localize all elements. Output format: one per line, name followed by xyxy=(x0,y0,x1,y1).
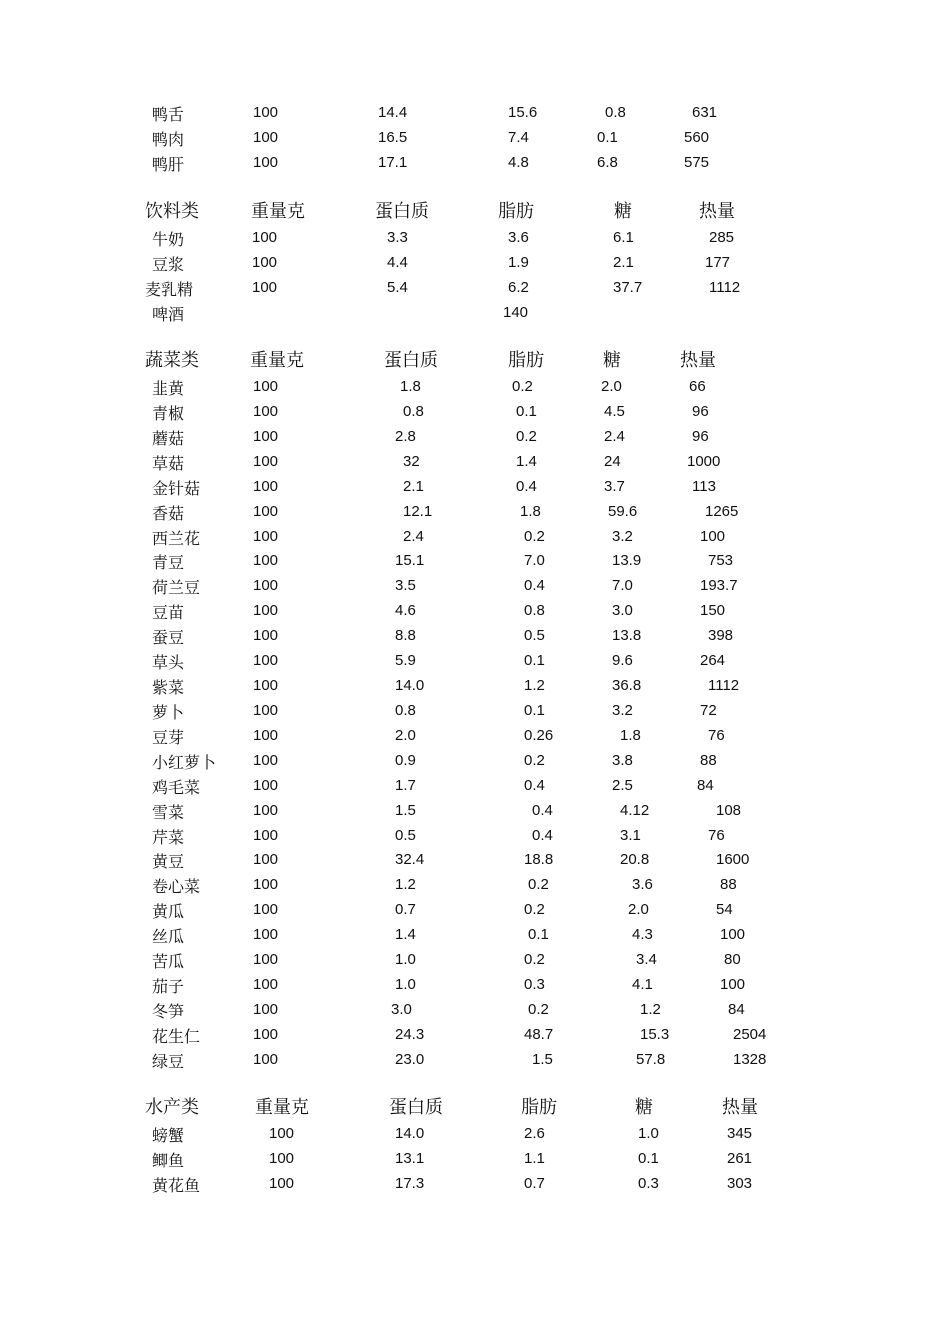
calories-cell: 560 xyxy=(684,128,710,146)
protein-cell: 17.3 xyxy=(395,1174,425,1192)
sugar-cell: 59.6 xyxy=(608,502,638,520)
weight-cell: 100 xyxy=(253,1050,279,1068)
sugar-cell: 1.0 xyxy=(638,1125,659,1142)
calories-cell: 72 xyxy=(700,701,717,719)
name-cell: 青椒 xyxy=(152,403,185,423)
category-label: 水产类 xyxy=(145,1097,199,1118)
weight-cell: 100 xyxy=(253,726,279,744)
name-cell: 青豆 xyxy=(152,553,185,573)
protein-cell: 2.0 xyxy=(395,726,416,744)
fat-cell: 2.6 xyxy=(524,1125,545,1142)
weight-cell: 100 xyxy=(253,128,279,146)
section-header xyxy=(0,346,950,376)
fat-cell: 0.4 xyxy=(532,801,553,819)
table-row xyxy=(0,1148,950,1173)
fat-cell: 3.6 xyxy=(508,229,529,246)
protein-cell: 1.2 xyxy=(395,876,416,894)
table-row xyxy=(0,127,950,152)
protein-cell: 2.8 xyxy=(395,427,416,445)
table-row xyxy=(0,825,950,850)
section-header xyxy=(0,1093,950,1123)
protein-cell: 16.5 xyxy=(378,128,408,146)
protein-cell: 0.9 xyxy=(395,751,416,769)
fat-header: 脂肪 xyxy=(498,201,534,222)
weight-cell: 100 xyxy=(253,602,279,620)
fat-cell: 0.4 xyxy=(532,826,553,844)
name-cell: 韭黄 xyxy=(152,379,185,398)
calories-cell: 80 xyxy=(724,951,741,969)
weight-cell: 100 xyxy=(253,552,279,570)
weight-cell: 100 xyxy=(252,278,278,296)
fat-cell: 0.2 xyxy=(528,1001,549,1018)
protein-cell: 14.0 xyxy=(395,677,425,695)
calories-cell: 1328 xyxy=(733,1050,767,1068)
table-row xyxy=(0,650,950,675)
protein-cell: 23.0 xyxy=(395,1050,425,1068)
table-row xyxy=(0,974,950,999)
fat-cell: 0.1 xyxy=(524,652,545,670)
sugar-cell: 15.3 xyxy=(640,1025,670,1043)
weight-cell: 100 xyxy=(253,378,279,395)
fat-cell: 1.1 xyxy=(524,1149,545,1167)
fat-cell: 0.4 xyxy=(524,577,545,595)
fat-cell: 0.2 xyxy=(512,378,533,395)
weight-cell: 100 xyxy=(253,701,279,719)
calories-cell: 1600 xyxy=(716,851,750,869)
name-cell: 卷心菜 xyxy=(152,877,201,897)
weight-cell: 100 xyxy=(252,229,278,246)
protein-cell: 5.9 xyxy=(395,652,416,670)
protein-cell: 24.3 xyxy=(395,1025,425,1043)
calories-cell: 84 xyxy=(728,1001,745,1018)
table-row xyxy=(0,775,950,800)
protein-cell: 0.5 xyxy=(395,826,416,844)
weight-cell: 100 xyxy=(269,1125,295,1142)
name-cell: 草头 xyxy=(152,653,185,673)
protein-cell: 1.0 xyxy=(395,951,416,969)
weight-cell: 100 xyxy=(253,104,279,121)
table-row xyxy=(0,526,950,551)
table-row xyxy=(0,849,950,874)
name-cell: 荷兰豆 xyxy=(152,578,201,598)
protein-cell: 0.8 xyxy=(403,402,424,420)
weight-cell: 100 xyxy=(253,751,279,769)
section-header xyxy=(0,197,950,227)
table-row xyxy=(0,600,950,625)
protein-cell: 2.4 xyxy=(403,527,424,545)
calories-cell: 193.7 xyxy=(700,577,738,595)
fat-cell: 0.4 xyxy=(524,776,545,794)
calories-cell: 285 xyxy=(709,229,735,246)
weight-cell: 100 xyxy=(253,901,279,919)
weight-cell: 100 xyxy=(253,577,279,595)
calories-cell: 261 xyxy=(727,1149,753,1167)
calories-cell: 303 xyxy=(727,1174,753,1192)
fat-cell: 0.7 xyxy=(524,1174,545,1192)
name-cell: 黄豆 xyxy=(152,852,185,872)
table-row xyxy=(0,949,950,974)
calories-cell: 631 xyxy=(692,104,718,121)
fat-cell: 1.5 xyxy=(532,1050,553,1068)
protein-cell: 0.8 xyxy=(395,701,416,719)
name-cell: 芹菜 xyxy=(152,827,185,847)
sugar-cell: 4.3 xyxy=(632,926,653,944)
fat-cell: 0.2 xyxy=(524,527,545,545)
calories-cell: 108 xyxy=(716,801,742,819)
table-row xyxy=(0,451,950,476)
sugar-cell: 0.1 xyxy=(638,1149,659,1167)
table-row xyxy=(0,376,950,401)
calories-cell: 264 xyxy=(700,652,726,670)
weight-cell: 100 xyxy=(269,1174,295,1192)
sugar-cell: 4.5 xyxy=(604,402,625,420)
calories-cell: 177 xyxy=(705,253,731,271)
sugar-cell: 36.8 xyxy=(612,677,642,695)
calories-cell: 398 xyxy=(708,627,734,645)
table-row xyxy=(0,227,950,252)
sugar-header: 糖 xyxy=(603,350,621,371)
table-row xyxy=(0,899,950,924)
calories-cell: 1265 xyxy=(705,502,739,520)
fat-cell: 0.4 xyxy=(516,477,537,495)
weight-cell: 100 xyxy=(253,452,279,470)
weight-cell: 100 xyxy=(253,153,279,171)
sugar-cell: 0.1 xyxy=(597,128,618,146)
table-row xyxy=(0,501,950,526)
protein-cell: 1.0 xyxy=(395,976,416,994)
weight-cell: 100 xyxy=(253,677,279,695)
weight-cell: 100 xyxy=(253,402,279,420)
protein-cell: 15.1 xyxy=(395,552,425,570)
fat-cell: 7.4 xyxy=(508,128,529,146)
name-cell: 草菇 xyxy=(152,453,185,473)
name-cell: 蚕豆 xyxy=(152,628,185,648)
weight-cell: 100 xyxy=(253,1001,279,1018)
weight-cell: 100 xyxy=(253,976,279,994)
table-row xyxy=(0,476,950,501)
table-row xyxy=(0,401,950,426)
protein-cell: 4.6 xyxy=(395,602,416,620)
fat-cell: 0.3 xyxy=(524,976,545,994)
table-row xyxy=(0,252,950,277)
table-row xyxy=(0,675,950,700)
name-cell: 苦瓜 xyxy=(152,952,185,972)
sugar-cell: 7.0 xyxy=(612,577,633,595)
calories-cell: 575 xyxy=(684,153,710,171)
sugar-cell: 0.8 xyxy=(605,104,626,121)
sugar-cell: 2.0 xyxy=(601,378,622,395)
fat-cell: 18.8 xyxy=(524,851,554,869)
fat-header: 脂肪 xyxy=(508,350,544,371)
fat-cell: 0.5 xyxy=(524,627,545,645)
name-cell: 螃蟹 xyxy=(152,1126,185,1145)
sugar-cell: 2.0 xyxy=(628,901,649,919)
weight-header: 重量克 xyxy=(251,201,305,222)
sugar-cell: 3.0 xyxy=(612,602,633,620)
name-cell: 豆苗 xyxy=(152,603,185,623)
weight-cell: 100 xyxy=(253,477,279,495)
sugar-cell: 4.1 xyxy=(632,976,653,994)
name-cell: 鸭肉 xyxy=(152,129,185,149)
weight-cell: 100 xyxy=(253,652,279,670)
fat-cell: 0.1 xyxy=(528,926,549,944)
calories-cell: 66 xyxy=(689,378,706,395)
protein-cell: 32.4 xyxy=(395,851,425,869)
weight-cell: 100 xyxy=(253,527,279,545)
name-cell: 丝瓜 xyxy=(152,927,185,947)
sugar-cell: 13.8 xyxy=(612,627,642,645)
category-label: 饮料类 xyxy=(145,201,199,222)
weight-header: 重量克 xyxy=(255,1097,309,1118)
table-row xyxy=(0,1123,950,1148)
name-cell: 鸡毛菜 xyxy=(152,777,201,797)
name-cell: 茄子 xyxy=(152,977,185,997)
weight-cell: 100 xyxy=(252,253,278,271)
protein-cell: 3.3 xyxy=(387,229,408,246)
name-cell: 豆浆 xyxy=(152,254,185,274)
table-row xyxy=(0,999,950,1024)
weight-cell: 100 xyxy=(253,801,279,819)
protein-cell: 8.8 xyxy=(395,627,416,645)
name-cell: 雪菜 xyxy=(152,802,185,822)
name-cell: 冬笋 xyxy=(152,1002,185,1021)
protein-cell: 3.0 xyxy=(391,1001,412,1018)
sugar-cell: 2.1 xyxy=(613,253,634,271)
sugar-cell: 3.4 xyxy=(636,951,657,969)
sugar-cell: 2.4 xyxy=(604,427,625,445)
fat-cell: 0.1 xyxy=(524,701,545,719)
table-row xyxy=(0,277,950,302)
fat-cell: 0.2 xyxy=(524,951,545,969)
table-row xyxy=(0,625,950,650)
protein-cell: 32 xyxy=(403,452,420,470)
name-cell: 鸭舌 xyxy=(152,105,185,124)
table-row xyxy=(0,874,950,899)
table-row xyxy=(0,924,950,949)
name-cell: 金针菇 xyxy=(152,478,201,498)
table-row xyxy=(0,575,950,600)
table-row xyxy=(0,1173,950,1198)
weight-cell: 100 xyxy=(253,627,279,645)
fat-cell: 0.2 xyxy=(516,427,537,445)
protein-cell: 14.0 xyxy=(395,1125,425,1142)
weight-cell: 100 xyxy=(253,776,279,794)
name-cell: 鲫鱼 xyxy=(152,1150,185,1170)
name-cell: 蘑菇 xyxy=(152,428,185,448)
sugar-cell: 0.3 xyxy=(638,1174,659,1192)
fat-cell: 0.2 xyxy=(524,901,545,919)
table-row xyxy=(0,152,950,177)
sugar-header: 糖 xyxy=(614,201,632,222)
protein-cell: 1.7 xyxy=(395,776,416,794)
fat-cell: 0.2 xyxy=(524,751,545,769)
protein-cell: 1.8 xyxy=(400,378,421,395)
sugar-cell: 1.8 xyxy=(620,726,641,744)
calories-header: 热量 xyxy=(722,1097,758,1118)
table-row xyxy=(0,102,950,127)
name-cell: 豆芽 xyxy=(152,727,185,747)
sugar-cell: 3.1 xyxy=(620,826,641,844)
protein-cell: 12.1 xyxy=(403,502,433,520)
table-row xyxy=(0,800,950,825)
calories-cell: 76 xyxy=(708,826,725,844)
calories-header: 热量 xyxy=(680,350,716,371)
fat-cell: 0.1 xyxy=(516,402,537,420)
calories-cell: 84 xyxy=(697,776,714,794)
sugar-cell: 3.6 xyxy=(632,876,653,894)
calories-cell: 76 xyxy=(708,726,725,744)
sugar-cell: 9.6 xyxy=(612,652,633,670)
sugar-cell: 1.2 xyxy=(640,1001,661,1018)
sugar-cell: 6.8 xyxy=(597,153,618,171)
name-cell: 花生仁 xyxy=(152,1026,201,1046)
sugar-header: 糖 xyxy=(635,1097,653,1118)
protein-cell: 14.4 xyxy=(378,104,408,121)
protein-header: 蛋白质 xyxy=(389,1097,443,1118)
fat-cell: 1.4 xyxy=(516,452,537,470)
calories-cell: 88 xyxy=(720,876,737,894)
table-row xyxy=(0,426,950,451)
fat-cell: 4.8 xyxy=(508,153,529,171)
calories-cell: 2504 xyxy=(733,1025,767,1043)
name-cell: 萝卜 xyxy=(152,702,185,722)
name-cell: 黄瓜 xyxy=(152,902,185,922)
fat-cell: 48.7 xyxy=(524,1025,554,1043)
fat-header: 脂肪 xyxy=(521,1097,557,1118)
calories-cell: 54 xyxy=(716,901,733,919)
table-row xyxy=(0,725,950,750)
protein-cell: 1.4 xyxy=(395,926,416,944)
calories-cell: 96 xyxy=(692,427,709,445)
calories-cell: 345 xyxy=(727,1125,753,1142)
calories-cell: 1112 xyxy=(708,677,740,695)
protein-header: 蛋白质 xyxy=(384,350,438,371)
weight-cell: 100 xyxy=(253,1025,279,1043)
name-cell: 绿豆 xyxy=(152,1051,185,1071)
category-label: 蔬菜类 xyxy=(145,350,199,371)
sugar-cell: 3.7 xyxy=(604,477,625,495)
sugar-cell: 6.1 xyxy=(613,229,634,246)
table-row xyxy=(0,1024,950,1049)
weight-cell: 100 xyxy=(253,951,279,969)
protein-cell: 3.5 xyxy=(395,577,416,595)
name-cell: 小红萝卜 xyxy=(152,752,217,772)
calories-cell: 100 xyxy=(720,926,746,944)
name-cell: 紫菜 xyxy=(152,678,185,698)
protein-cell: 4.4 xyxy=(387,253,408,271)
sugar-cell: 4.12 xyxy=(620,801,650,819)
fat-cell: 6.2 xyxy=(508,278,529,296)
sugar-cell: 24 xyxy=(604,452,621,470)
table-row xyxy=(0,302,950,327)
sugar-cell: 3.2 xyxy=(612,701,633,719)
table-row xyxy=(0,550,950,575)
fat-cell: 140 xyxy=(503,303,529,321)
fat-cell: 1.9 xyxy=(508,253,529,271)
name-cell: 啤酒 xyxy=(152,304,185,324)
protein-cell: 5.4 xyxy=(387,278,408,296)
calories-cell: 150 xyxy=(700,602,726,620)
calories-cell: 100 xyxy=(700,527,726,545)
protein-cell: 1.5 xyxy=(395,801,416,819)
fat-cell: 0.8 xyxy=(524,602,545,620)
fat-cell: 1.8 xyxy=(520,502,541,520)
table-row xyxy=(0,1049,950,1074)
fat-cell: 15.6 xyxy=(508,104,538,121)
sugar-cell: 3.2 xyxy=(612,527,633,545)
name-cell: 黄花鱼 xyxy=(152,1175,201,1195)
sugar-cell: 13.9 xyxy=(612,552,642,570)
sugar-cell: 2.5 xyxy=(612,776,633,794)
protein-cell: 0.7 xyxy=(395,901,416,919)
calories-cell: 113 xyxy=(692,477,716,495)
fat-cell: 0.2 xyxy=(528,876,549,894)
protein-cell: 13.1 xyxy=(395,1149,425,1167)
table-row xyxy=(0,700,950,725)
sugar-cell: 57.8 xyxy=(636,1050,666,1068)
protein-cell: 2.1 xyxy=(403,477,424,495)
name-cell: 西兰花 xyxy=(152,528,201,548)
name-cell: 牛奶 xyxy=(152,230,185,249)
weight-cell: 100 xyxy=(269,1149,295,1167)
calories-cell: 1000 xyxy=(687,452,721,470)
calories-cell: 100 xyxy=(720,976,746,994)
weight-cell: 100 xyxy=(253,876,279,894)
protein-cell: 17.1 xyxy=(378,153,408,171)
calories-header: 热量 xyxy=(699,201,735,222)
weight-cell: 100 xyxy=(253,427,279,445)
calories-cell: 96 xyxy=(692,402,709,420)
calories-cell: 88 xyxy=(700,751,717,769)
fat-cell: 0.26 xyxy=(524,726,554,744)
weight-header: 重量克 xyxy=(250,350,304,371)
fat-cell: 7.0 xyxy=(524,552,545,570)
protein-header: 蛋白质 xyxy=(375,201,429,222)
weight-cell: 100 xyxy=(253,926,279,944)
weight-cell: 100 xyxy=(253,851,279,869)
table-row xyxy=(0,750,950,775)
calories-cell: 753 xyxy=(708,552,734,570)
sugar-cell: 37.7 xyxy=(613,278,643,296)
name-cell: 香菇 xyxy=(152,503,185,523)
fat-cell: 1.2 xyxy=(524,677,545,695)
sugar-cell: 20.8 xyxy=(620,851,650,869)
weight-cell: 100 xyxy=(253,502,279,520)
weight-cell: 100 xyxy=(253,826,279,844)
calories-cell: 1112 xyxy=(709,278,741,296)
name-cell: 鸭肝 xyxy=(152,154,185,174)
name-cell: 麦乳精 xyxy=(145,279,194,299)
sugar-cell: 3.8 xyxy=(612,751,633,769)
